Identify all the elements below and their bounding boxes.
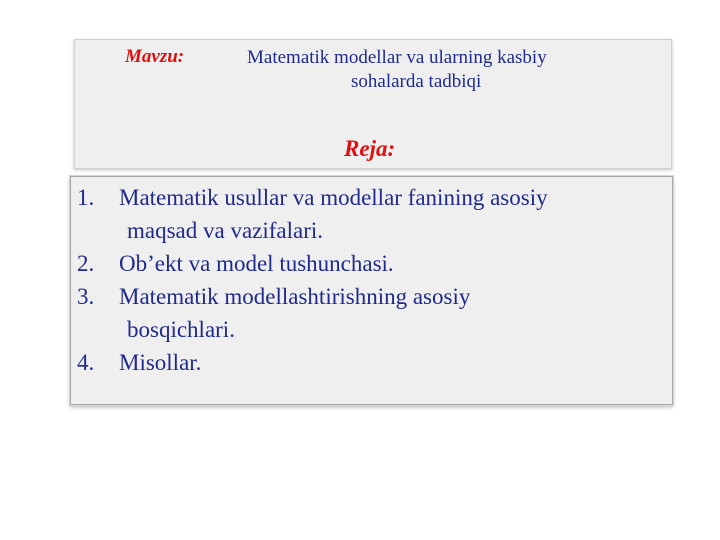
list-item	[77, 247, 664, 280]
list-item-text	[119, 181, 664, 247]
list-item-text	[119, 247, 664, 280]
title-box	[74, 39, 672, 169]
topic-label: Mavzu:	[125, 46, 185, 67]
plan-list-box	[70, 176, 673, 405]
list-item	[77, 181, 664, 247]
list-item-line: Misollar.	[119, 350, 202, 375]
plan-list	[77, 181, 664, 379]
topic-title	[247, 46, 627, 94]
list-item	[77, 346, 664, 379]
list-item-number: 4.	[77, 350, 95, 375]
list-item-line: Ob’ekt va model tushunchasi.	[119, 251, 394, 276]
topic-title-line-1: Matematik modellar va ularning kasbiy	[247, 47, 547, 68]
list-item-text	[119, 280, 664, 346]
topic-title-line-2: sohalarda tadbiqi	[351, 71, 482, 92]
list-item-number: 1.	[77, 185, 95, 210]
list-item-number: 2.	[77, 251, 95, 276]
list-item-number: 3.	[77, 284, 95, 309]
list-item-continuation: maqsad va vazifalari.	[127, 218, 324, 243]
list-item	[77, 280, 664, 346]
list-item-line: Matematik modellashtirishning asosiy	[119, 284, 471, 309]
list-item-text	[119, 346, 664, 379]
plan-label: Reja:	[344, 136, 396, 161]
list-item-continuation: bosqichlari.	[127, 317, 235, 342]
list-item-line: Matematik usullar va modellar fanining asosiy	[119, 185, 548, 210]
